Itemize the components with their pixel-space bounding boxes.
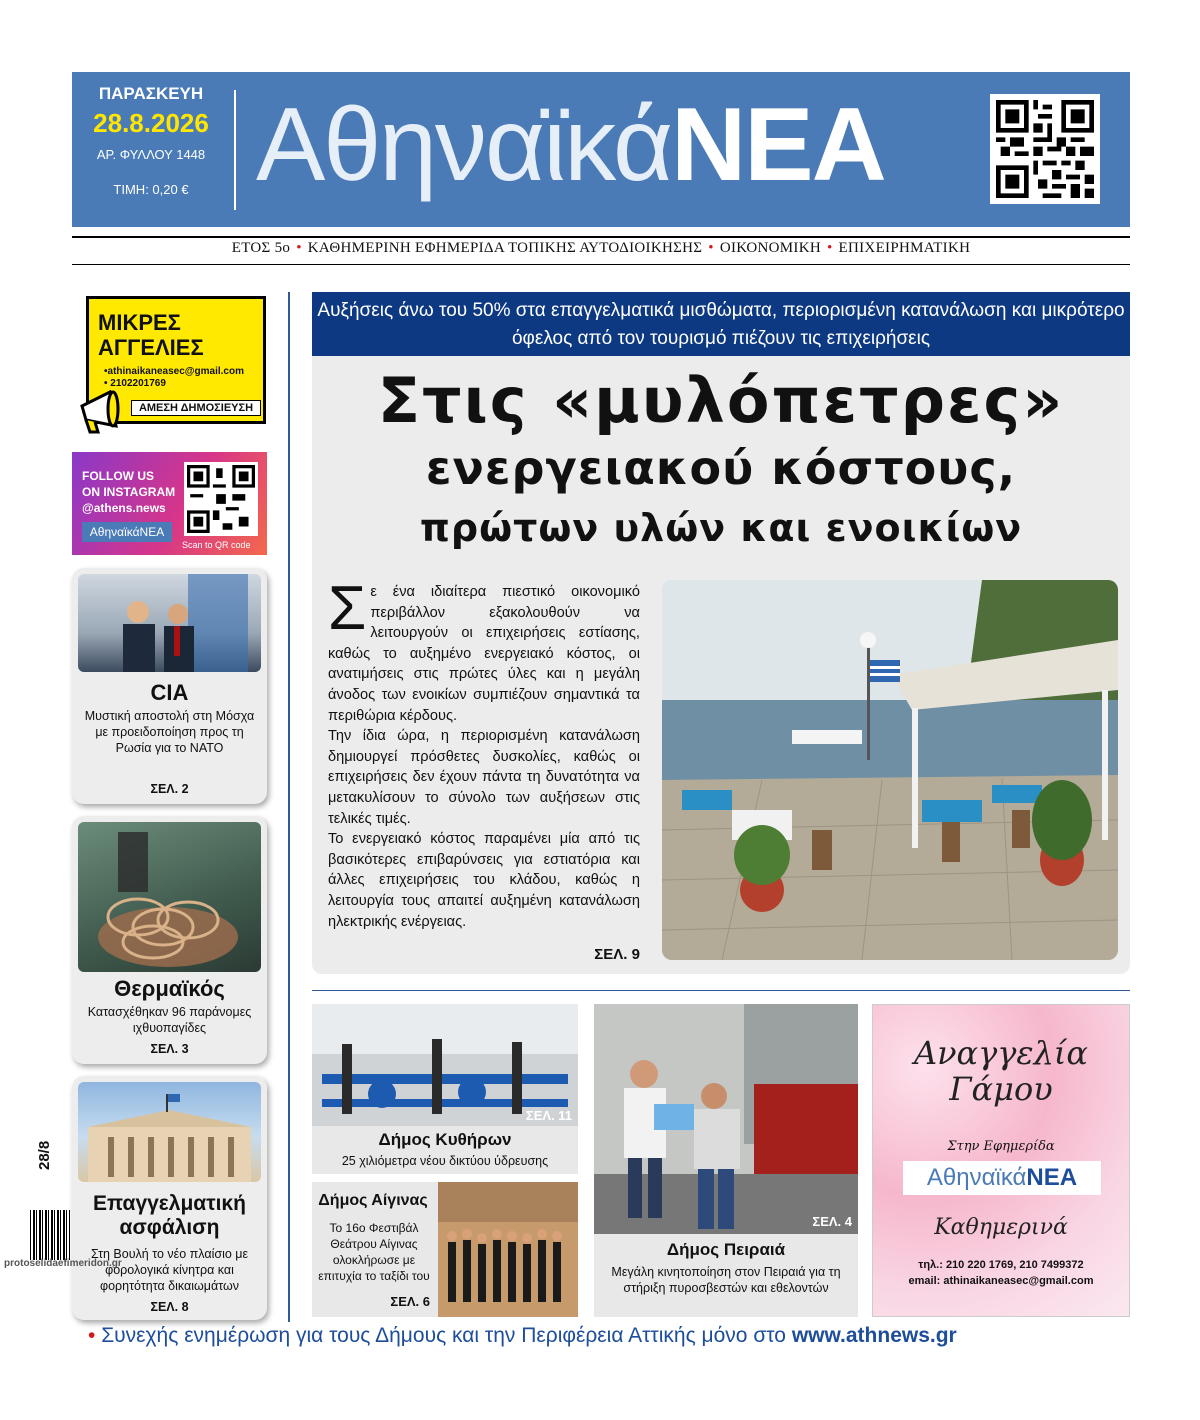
rule: [72, 236, 1130, 238]
price: ΤΙΜΗ: 0,20 €: [113, 182, 189, 197]
lead-body: Σε ένα ιδιαίτερα πιεστικό οικονομικό περιβάλλον εξακολουθούν να λειτουργούν οι επιχειρήσεις εστίασης, καθώς το αυξημένο ενεργειακό κόστος, οι ανατιμήσεις στις πρώτες ύλες και η μεγάλη άνοδος των ενοικίων συμπιέζουν σημαντικά τα περιθώρια κέρδους. Την ίδια ώρα, η περιορισμένη κατανάλωση δημιουργεί πρόσθετες δυσκολίες, καθώς οι επιχειρήσεις δεν έχουν πάντα τη δυνατότητα να μετακυλίσουν το σύνολο των αυξήσεων στις τελικές τιμές. Το ενεργειακό κόστος παραμένει μία από τις βασικότερες επιβαρύνσεις για εστιατόρια και άλλες επιχειρήσεις του κλάδου, καθώς η λειτουργία τους απαιτεί αυξημένη κατανάλωση ηλεκτρικής ενέργειας.: [328, 574, 640, 930]
wedding-phone: τηλ.: 210 220 1769, 210 7499372: [918, 1259, 1084, 1271]
instagram-qr-icon[interactable]: [184, 462, 258, 536]
issue-date: 28.8.2026: [93, 108, 209, 138]
lead-headline[interactable]: Στις «μυλόπετρες» ενεργειακού κόστους, πρώτων υλών και ενοικίων: [377, 364, 1065, 550]
story-body: Στη Βουλή το νέο πλαίσιο με φορολογικά κίνητρα και φορητότητα δικαιωμάτων: [90, 1247, 249, 1293]
story-photo: [78, 1082, 261, 1182]
sidebar-story-cia[interactable]: [72, 568, 267, 804]
footer-banner[interactable]: • Συνεχής ενημέρωση για τους Δήμους και την Περιφέρεια Αττικής μόνο στο www.athnews.gr: [88, 1324, 957, 1347]
classifieds-contacts: •athinaikaneasec@gmail.com • 2102201769: [104, 366, 244, 389]
story-photo: [438, 1182, 578, 1317]
story-body: Μυστική αποστολή στη Μόσχα με προειδοποίηση προς τη Ρωσία για το ΝΑΤΟ: [84, 709, 255, 755]
issue-number: ΑΡ. ΦΥΛΛΟΥ 1448: [96, 147, 206, 162]
story-page: ΣΕΛ. 8: [150, 1300, 189, 1314]
footer-link[interactable]: www.athnews.gr: [791, 1324, 957, 1347]
classifieds-title: ΜΙΚΡΕΣ ΑΓΓΕΛΙΕΣ: [98, 310, 204, 360]
story-title: Θερμαϊκός: [114, 976, 225, 1001]
sidebar-story-insurance[interactable]: [72, 1076, 267, 1320]
newspaper-logo[interactable]: ΑθηναϊκάΝΕΑ: [256, 87, 885, 203]
story-kythira[interactable]: [312, 1004, 578, 1174]
lead-kicker: Αυξήσεις άνω του 50% στα επαγγελματικά μισθώματα, περιορισμένη κατανάλωση και μικρότερο όφελος από τον τουρισμό πιέζουν τις επιχειρήσεις: [312, 292, 1130, 356]
story-page: ΣΕΛ. 4: [812, 1214, 852, 1229]
story-title: Επαγγελματική ασφάλιση: [93, 1192, 246, 1239]
story-page: ΣΕΛ. 6: [390, 1294, 430, 1309]
barcode-icon: [30, 1210, 70, 1260]
section-divider: [312, 990, 1130, 991]
immediate-publication-badge: ΑΜΕΣΗ ΔΗΜΟΣΙΕΥΣΗ: [131, 400, 261, 416]
story-aegina[interactable]: [312, 1182, 578, 1317]
wedding-title: Αναγγελία: [913, 1034, 1089, 1072]
megaphone-icon: [76, 386, 132, 438]
story-body: Το 16ο Φεστιβάλ Θεάτρου Αίγινας ολοκλήρωσε με επιτυχία το ταξίδι του: [318, 1221, 430, 1283]
story-body: 25 χιλιόμετρα νέου δικτύου ύδρευσης: [341, 1154, 549, 1168]
story-photo: [78, 822, 261, 972]
story-page: ΣΕΛ. 11: [525, 1108, 572, 1123]
wedding-email: email: athinaikaneasec@gmail.com: [908, 1275, 1094, 1287]
watermark: protoselidaefimeridon.gr: [4, 1258, 122, 1269]
column-divider: [288, 292, 290, 1322]
lead-page-ref[interactable]: ΣΕΛ. 9: [594, 946, 640, 963]
story-title: Δήμος Κυθήρων: [378, 1130, 512, 1149]
weekday: ΠΑΡΑΣΚΕΥΗ: [98, 84, 204, 103]
dropcap: Σ: [328, 574, 367, 643]
masthead-divider: [234, 90, 236, 210]
lead-photo: [662, 580, 1118, 960]
mini-logo: ΑθηναϊκάΝΕΑ: [82, 522, 172, 542]
sidebar-story-thermaikos[interactable]: [72, 816, 267, 1064]
wedding-logo: ΑθηναϊκάΝΕΑ: [903, 1161, 1101, 1195]
story-page: ΣΕΛ. 3: [150, 1042, 189, 1056]
story-photo: [594, 1004, 858, 1234]
story-title: CIA: [150, 680, 189, 705]
story-body: Μεγάλη κινητοποίηση στον Πειραιά για τη στήριξη πυροσβεστών και εθελοντών: [611, 1265, 841, 1295]
classifieds-ad[interactable]: [76, 294, 266, 440]
rule: [72, 264, 1130, 265]
qr-code-icon[interactable]: [990, 94, 1100, 204]
date-box: [82, 80, 220, 215]
wedding-announcement-ad[interactable]: Αναγγελία Γάμου Στην Εφημερίδα ΑθηναϊκάΝΕΑ Καθημερινά τηλ.: 210 220 1769, 210 7499372 email: athinaikaneasec@gmail.com: [872, 1004, 1130, 1317]
tagline: ΕΤΟΣ 5ο • ΚΑΘΗΜΕΡΙΝΗ ΕΦΗΜΕΡΙΔΑ ΤΟΠΙΚΗΣ ΑΥΤΟΔΙΟΙΚΗΣΗΣ • ΟΙΚΟΝΟΜΙΚΗ • ΕΠΙΧΕΙΡΗΜΑΤΙΚΗ: [231, 240, 971, 256]
story-body: Κατασχέθηκαν 96 παράνομες ιχθυοπαγίδες: [87, 1005, 252, 1035]
story-piraeus[interactable]: [594, 1004, 858, 1317]
instagram-promo[interactable]: FOLLOW US ON INSTAGRAM @athens.news ΑθηναϊκάΝΕΑ Scan to QR code: [72, 452, 267, 555]
story-page: ΣΕΛ. 2: [150, 782, 189, 796]
story-title: Δήμος Αίγινας: [318, 1192, 428, 1209]
side-date: 28/8: [36, 1140, 53, 1170]
story-title: Δήμος Πειραιά: [666, 1240, 786, 1259]
story-photo: [78, 574, 261, 672]
